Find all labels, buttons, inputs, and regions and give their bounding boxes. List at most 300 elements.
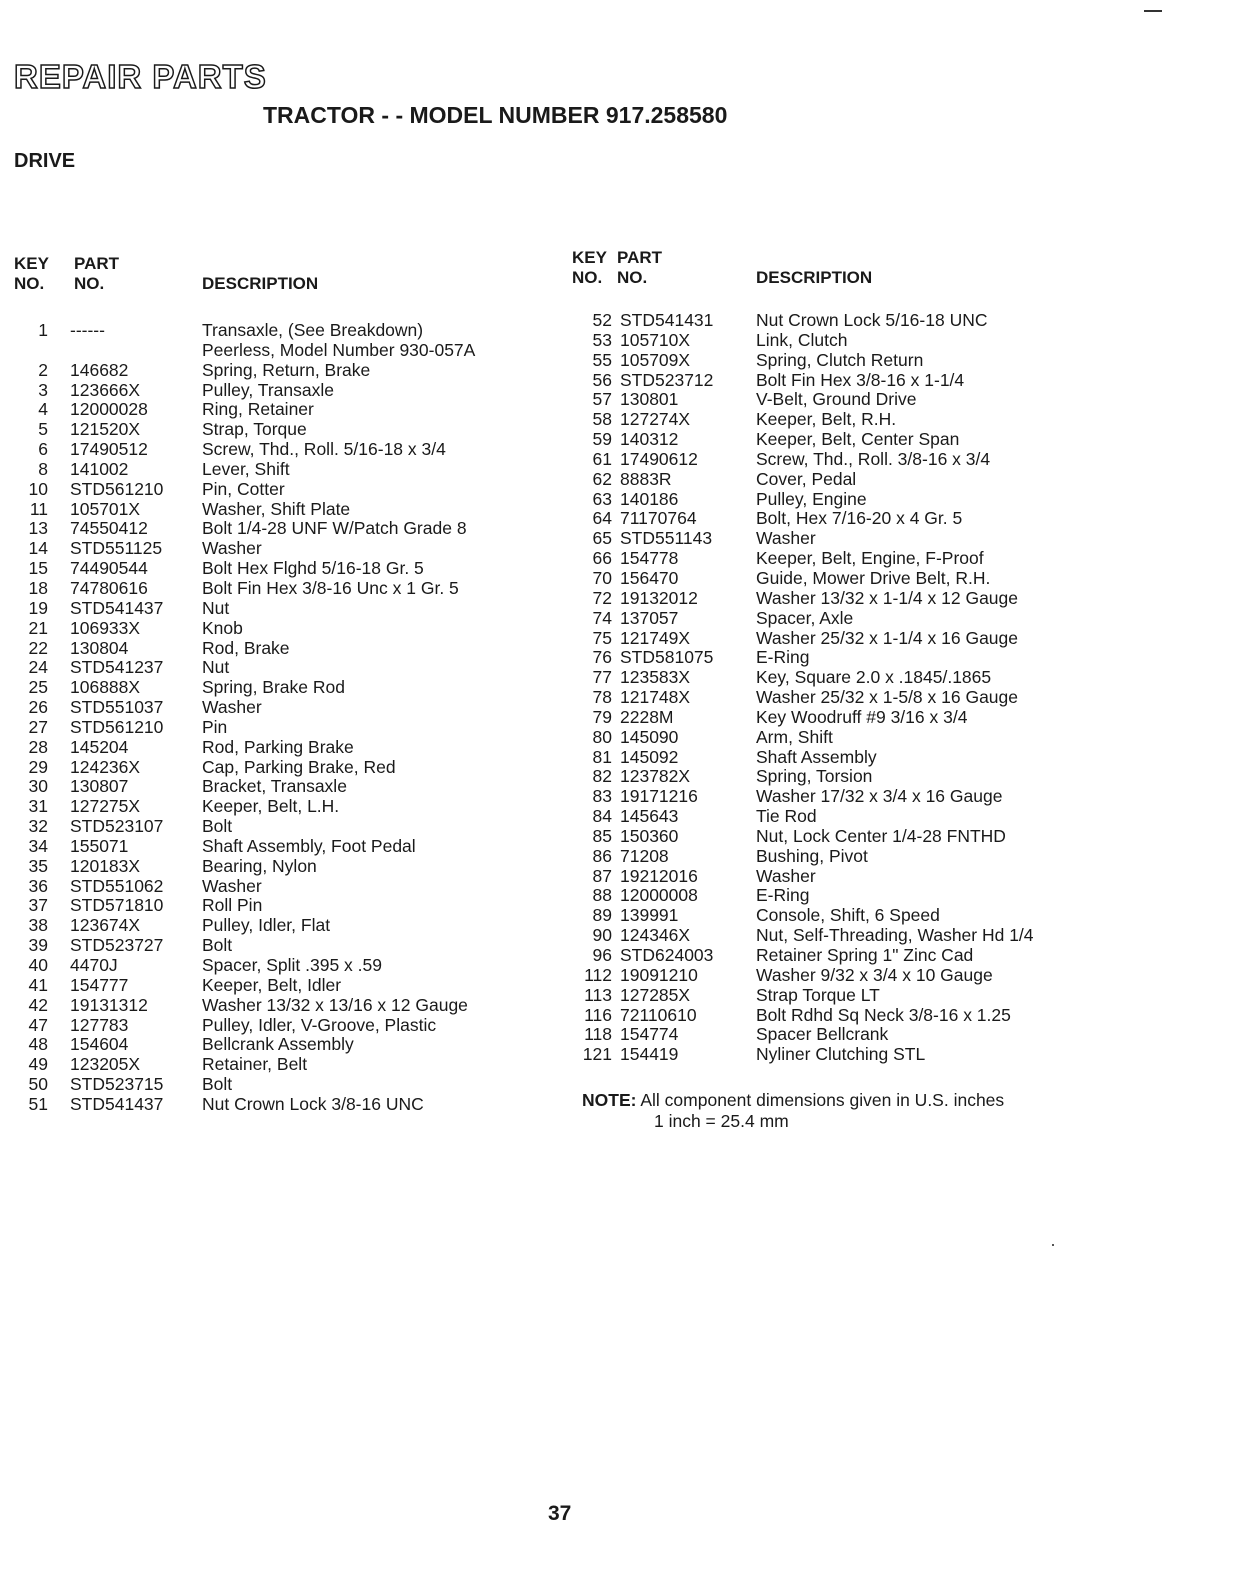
description: Washer 17/32 x 3/4 x 16 Gauge (756, 786, 1003, 807)
key-no: 82 (592, 766, 612, 787)
part-no: STD523712 (620, 369, 714, 390)
table-row (14, 856, 574, 876)
table-row (572, 370, 1112, 390)
part-no: 17490612 (620, 448, 698, 469)
part-no: 127275X (70, 796, 141, 817)
key-no: 1 (38, 320, 48, 340)
key-no: 74 (592, 607, 612, 628)
table-row (14, 320, 574, 340)
key-no: 48 (28, 1034, 48, 1055)
part-no: 121748X (620, 687, 691, 708)
description: Shaft Assembly (756, 746, 877, 767)
part-no: STD551037 (70, 697, 164, 718)
description: Tie Rod (756, 806, 817, 827)
key-no: 21 (28, 617, 48, 638)
key-no: 24 (28, 657, 48, 678)
key-no: 121 (582, 1044, 612, 1065)
table-row (572, 1024, 1112, 1044)
key-no: 70 (592, 567, 612, 588)
key-no: 59 (592, 429, 612, 450)
table-row (14, 578, 574, 598)
table-row (572, 806, 1112, 826)
table-row (572, 409, 1112, 429)
key-no: 58 (592, 409, 612, 430)
description: Spring, Clutch Return (756, 349, 924, 370)
part-no: 19212016 (620, 865, 698, 886)
table-row (14, 499, 574, 519)
corner-mark (1144, 10, 1162, 12)
part-no: 120183X (70, 855, 141, 876)
part-no: STD551125 (70, 538, 163, 559)
table-row (14, 558, 574, 578)
key-no: 113 (584, 984, 612, 1005)
key-no: 79 (592, 706, 612, 727)
part-no: 156470 (620, 567, 679, 588)
description: Bolt (202, 1074, 233, 1095)
speck (1052, 1244, 1054, 1246)
table-row (14, 757, 574, 777)
table-row (14, 1015, 574, 1035)
key-no: 86 (592, 845, 612, 866)
key-no: 42 (28, 994, 48, 1015)
description: Keeper, Belt, Center Span (756, 429, 960, 450)
part-no: 130807 (70, 776, 129, 797)
table-row (14, 538, 574, 558)
key-no: 34 (28, 835, 48, 856)
description: Nut (202, 597, 230, 618)
table-row (14, 796, 574, 816)
part-no: STD561210 (70, 478, 164, 499)
part-no: 154419 (620, 1044, 679, 1065)
part-no: STD523727 (70, 935, 164, 956)
table-row (14, 975, 574, 995)
key-no: 49 (28, 1054, 48, 1075)
key-no: 5 (38, 419, 48, 440)
part-no: 19091210 (620, 964, 698, 985)
model-line: TRACTOR - - MODEL NUMBER 917.258580 (263, 102, 728, 128)
table-row (14, 439, 574, 459)
description: Console, Shift, 6 Speed (756, 905, 940, 926)
part-no: 123674X (70, 915, 141, 936)
part-no: STD541237 (70, 657, 164, 678)
part-no: 71170764 (620, 508, 697, 529)
key-no: 77 (592, 667, 612, 688)
part-no: 145204 (70, 736, 129, 757)
table-row (14, 995, 574, 1015)
part-no: 145090 (620, 726, 679, 747)
description: Washer 9/32 x 3/4 x 10 Gauge (756, 964, 993, 985)
description: Washer (756, 528, 816, 549)
part-no: 8883R (620, 468, 672, 489)
part-no: 150360 (620, 825, 679, 846)
table-row (572, 429, 1112, 449)
table-row (572, 310, 1112, 330)
table-row (14, 638, 574, 658)
key-no: 80 (592, 726, 612, 747)
part-no: 130801 (620, 389, 679, 410)
description: Bracket, Transaxle (202, 776, 347, 797)
key-no: 87 (592, 865, 612, 886)
table-row (14, 737, 574, 757)
key-no: 2 (38, 359, 48, 380)
table-row (14, 876, 574, 896)
table-row (14, 340, 574, 360)
description: Washer, Shift Plate (202, 498, 351, 519)
table-row (572, 1044, 1112, 1064)
part-no: 19171216 (620, 786, 698, 807)
table-row (572, 528, 1112, 548)
description: Bolt (202, 935, 233, 956)
part-no: 17490512 (70, 439, 148, 460)
key-no: 84 (592, 806, 612, 827)
part-no: STD523107 (70, 816, 164, 837)
part-no: 74490544 (70, 558, 148, 579)
description: Bearing, Nylon (202, 855, 317, 876)
key-no: 11 (29, 498, 48, 519)
key-no: 53 (592, 329, 612, 350)
table-row (572, 727, 1112, 747)
parts-rows-right (572, 310, 1112, 1064)
description: Keeper, Belt, L.H. (202, 796, 340, 817)
description: Shaft Assembly, Foot Pedal (202, 835, 416, 856)
part-no: 127783 (70, 1014, 129, 1035)
part-no: 121520X (70, 419, 141, 440)
key-no: 89 (592, 905, 612, 926)
table-row (14, 360, 574, 380)
description: Ring, Retainer (202, 399, 314, 420)
table-row (572, 330, 1112, 350)
part-no: 127285X (620, 984, 691, 1005)
table-row (572, 548, 1112, 568)
table-row (14, 776, 574, 796)
table-row (572, 965, 1112, 985)
key-no: 112 (584, 964, 612, 985)
part-no: ------ (70, 320, 105, 340)
table-row (572, 885, 1112, 905)
key-no: 50 (28, 1074, 48, 1095)
description: Bolt 1/4-28 UNF W/Patch Grade 8 (202, 518, 467, 539)
table-row (572, 945, 1112, 965)
key-no: 47 (28, 1014, 48, 1035)
table-row (14, 518, 574, 538)
description: Bolt Hex Flghd 5/16-18 Gr. 5 (202, 558, 424, 579)
description: Key, Square 2.0 x .1845/.1865 (756, 667, 992, 688)
part-no: STD561210 (70, 716, 164, 737)
description: Spacer, Split .395 x .59 (202, 955, 382, 975)
description: Screw, Thd., Roll. 3/8-16 x 3/4 (756, 448, 991, 469)
table-row (14, 618, 574, 638)
part-no: 123583X (620, 667, 691, 688)
description: Strap, Torque (202, 419, 307, 440)
part-no: 127274X (620, 409, 691, 430)
description: Bellcrank Assembly (202, 1034, 354, 1055)
note-text: All component dimensions given in U.S. inches (640, 1090, 1005, 1110)
table-row (572, 786, 1112, 806)
table-row (14, 598, 574, 618)
table-row (572, 866, 1112, 886)
part-no: 123782X (620, 766, 691, 787)
part-no: 140186 (620, 488, 679, 509)
note (582, 1090, 1004, 1132)
part-no: 121749X (620, 627, 691, 648)
description: E-Ring (756, 647, 810, 668)
description: Keeper, Belt, Engine, F-Proof (756, 548, 984, 569)
table-row (14, 1034, 574, 1054)
part-no: 155071 (70, 835, 129, 856)
description: Pulley, Idler, V-Groove, Plastic (202, 1014, 437, 1035)
table-row (14, 459, 574, 479)
key-no: 14 (28, 538, 48, 559)
table-row (572, 588, 1112, 608)
column-header (572, 244, 1112, 314)
description: Bolt Fin Hex 3/8-16 Unc x 1 Gr. 5 (202, 577, 459, 598)
part-no: STD541431 (620, 310, 714, 330)
description: Bolt Fin Hex 3/8-16 x 1-1/4 (756, 369, 965, 390)
key-no: 78 (592, 687, 612, 708)
table-row (572, 469, 1112, 489)
part-no: 140312 (620, 429, 679, 450)
description: Washer 25/32 x 1-1/4 x 16 Gauge (756, 627, 1019, 648)
key-no: 57 (592, 389, 612, 410)
part-no: 154778 (620, 548, 679, 569)
table-row (572, 389, 1112, 409)
table-row (14, 479, 574, 499)
description-header: DESCRIPTION (202, 274, 319, 293)
table-row (572, 489, 1112, 509)
page-number: 37 (548, 1502, 572, 1525)
key-no: 76 (592, 647, 612, 668)
key-no: 32 (28, 816, 48, 837)
part-no: 19132012 (620, 587, 698, 608)
description: Spacer, Axle (756, 607, 854, 628)
key-no: 62 (592, 468, 612, 489)
key-no: 66 (592, 548, 612, 569)
description: Pin, Cotter (202, 478, 285, 499)
key-no: 85 (592, 825, 612, 846)
table-row (572, 747, 1112, 767)
part-no-header: PART NO. (74, 254, 120, 293)
part-no: STD551143 (620, 528, 713, 549)
description: Pulley, Transaxle (202, 379, 334, 400)
table-row (14, 955, 574, 975)
part-no: 139991 (620, 905, 679, 926)
description: Washer 13/32 x 13/16 x 12 Gauge (202, 994, 468, 1015)
part-no: STD624003 (620, 945, 714, 965)
description: Guide, Mower Drive Belt, R.H. (756, 567, 991, 588)
description: Link, Clutch (756, 329, 848, 350)
key-no: 90 (592, 925, 612, 946)
table-row (14, 717, 574, 737)
key-no-header: KEY NO. (572, 248, 607, 287)
table-row (14, 657, 574, 677)
table-row (572, 449, 1112, 469)
description: Washer (202, 538, 262, 559)
part-no: 124236X (70, 756, 141, 777)
part-no: 123205X (70, 1054, 141, 1075)
key-no: 64 (592, 508, 612, 529)
part-no: STD581075 (620, 647, 714, 668)
description: Washer (202, 697, 262, 718)
part-no: STD541437 (70, 597, 164, 618)
key-no: 8 (38, 458, 48, 479)
part-no: 124346X (620, 925, 691, 946)
description: Screw, Thd., Roll. 5/16-18 x 3/4 (202, 439, 446, 460)
table-row (14, 935, 574, 955)
key-no: 30 (28, 776, 48, 797)
parts-list-left (14, 250, 574, 1114)
description: Retainer, Belt (202, 1054, 308, 1075)
key-no: 37 (28, 895, 48, 916)
part-no: 154774 (620, 1024, 679, 1045)
description: Nut, Self-Threading, Washer Hd 1/4 (756, 925, 1034, 946)
table-row (572, 707, 1112, 727)
description: Pin (202, 716, 228, 737)
key-no-header: KEY NO. (14, 254, 49, 293)
part-no: 71208 (620, 845, 669, 866)
table-row (572, 647, 1112, 667)
description: Spring, Brake Rod (202, 677, 345, 698)
key-no: 10 (28, 478, 48, 499)
key-no: 65 (592, 528, 612, 549)
key-no: 83 (592, 786, 612, 807)
description: Retainer Spring 1" Zinc Cad (756, 945, 974, 965)
table-row (572, 508, 1112, 528)
part-no: 105701X (70, 498, 141, 519)
description: Keeper, Belt, R.H. (756, 409, 897, 430)
key-no: 72 (592, 587, 612, 608)
key-no: 56 (592, 369, 612, 390)
key-no: 40 (28, 955, 48, 975)
description: Nut, Lock Center 1/4-28 FNTHD (756, 825, 1006, 846)
key-no: 38 (28, 915, 48, 936)
description: Spring, Return, Brake (202, 359, 371, 380)
table-row (14, 380, 574, 400)
key-no: 27 (28, 716, 48, 737)
key-no: 116 (584, 1004, 612, 1025)
column-header (14, 250, 574, 320)
description: Bolt (202, 816, 233, 837)
part-no: 106888X (70, 677, 141, 698)
key-no: 25 (28, 677, 48, 698)
part-no: 12000028 (70, 399, 148, 420)
key-no: 28 (28, 736, 48, 757)
table-row (14, 915, 574, 935)
part-no: 106933X (70, 617, 141, 638)
table-row (14, 1074, 574, 1094)
description: Arm, Shift (756, 726, 833, 747)
table-row (572, 350, 1112, 370)
table-row (14, 895, 574, 915)
part-no: 146682 (70, 359, 129, 380)
part-no: 130804 (70, 637, 129, 658)
description: Nut (202, 657, 230, 678)
key-no: 18 (28, 577, 48, 598)
part-no: 141002 (70, 458, 129, 479)
note-conversion: 1 inch = 25.4 mm (654, 1111, 789, 1131)
table-row (572, 568, 1112, 588)
table-row (14, 1094, 574, 1114)
table-row (572, 846, 1112, 866)
key-no: 52 (592, 310, 612, 330)
description: Nyliner Clutching STL (756, 1044, 926, 1065)
key-no: 61 (592, 448, 612, 469)
description: Spring, Torsion (756, 766, 873, 787)
description: Lever, Shift (202, 458, 290, 479)
parts-rows-left (14, 320, 574, 1114)
part-no: 19131312 (70, 994, 148, 1015)
parts-list-right (572, 250, 1112, 1064)
description: Washer (756, 865, 816, 886)
table-row (14, 836, 574, 856)
key-no: 81 (592, 746, 612, 767)
table-row (14, 1054, 574, 1074)
key-no: 36 (28, 875, 48, 896)
key-no: 13 (28, 518, 48, 539)
description: Washer (202, 875, 262, 896)
description: Spacer Bellcrank (756, 1024, 889, 1045)
part-no: STD571810 (70, 895, 164, 916)
description-header: DESCRIPTION (756, 268, 873, 287)
table-row (572, 628, 1112, 648)
part-no-header: PART NO. (617, 248, 663, 287)
table-row (14, 816, 574, 836)
key-no: 22 (28, 637, 48, 658)
table-row (572, 608, 1112, 628)
description: E-Ring (756, 885, 810, 906)
table-row (572, 925, 1112, 945)
key-no: 118 (584, 1024, 612, 1045)
key-no: 3 (38, 379, 48, 400)
description: Nut Crown Lock 5/16-18 UNC (756, 310, 988, 330)
page-title: REPAIR PARTS (14, 58, 267, 95)
description: Bolt, Hex 7/16-20 x 4 Gr. 5 (756, 508, 963, 529)
description: Rod, Parking Brake (202, 736, 354, 757)
table-row (572, 905, 1112, 925)
table-row (572, 687, 1112, 707)
part-no: 74550412 (70, 518, 148, 539)
key-no: 35 (28, 855, 48, 876)
description: Roll Pin (202, 895, 263, 916)
description: Nut Crown Lock 3/8-16 UNC (202, 1093, 424, 1114)
description: Washer 13/32 x 1-1/4 x 12 Gauge (756, 587, 1019, 608)
key-no: 41 (28, 974, 48, 995)
part-no: 154604 (70, 1034, 129, 1055)
key-no: 88 (592, 885, 612, 906)
key-no: 55 (592, 349, 612, 370)
table-row (14, 399, 574, 419)
table-row (572, 1005, 1112, 1025)
part-no: STD523715 (70, 1074, 164, 1095)
description: Pulley, Idler, Flat (202, 915, 331, 936)
part-no: 105710X (620, 329, 691, 350)
part-no: STD551062 (70, 875, 164, 896)
table-row (14, 419, 574, 439)
table-row (572, 826, 1112, 846)
key-no: 4 (38, 399, 48, 420)
table-row (572, 985, 1112, 1005)
description: Bolt Rdhd Sq Neck 3/8-16 x 1.25 (756, 1004, 1011, 1025)
part-no: 105709X (620, 349, 691, 370)
note-label: NOTE: (582, 1090, 637, 1110)
section-title: DRIVE (14, 150, 76, 172)
key-no: 96 (592, 945, 612, 965)
description: Peerless, Model Number 930-057A (202, 339, 476, 360)
key-no: 63 (592, 488, 612, 509)
key-no: 26 (28, 697, 48, 718)
description: Strap Torque LT (756, 984, 880, 1005)
part-no: STD541437 (70, 1093, 164, 1114)
description: Cap, Parking Brake, Red (202, 756, 396, 777)
